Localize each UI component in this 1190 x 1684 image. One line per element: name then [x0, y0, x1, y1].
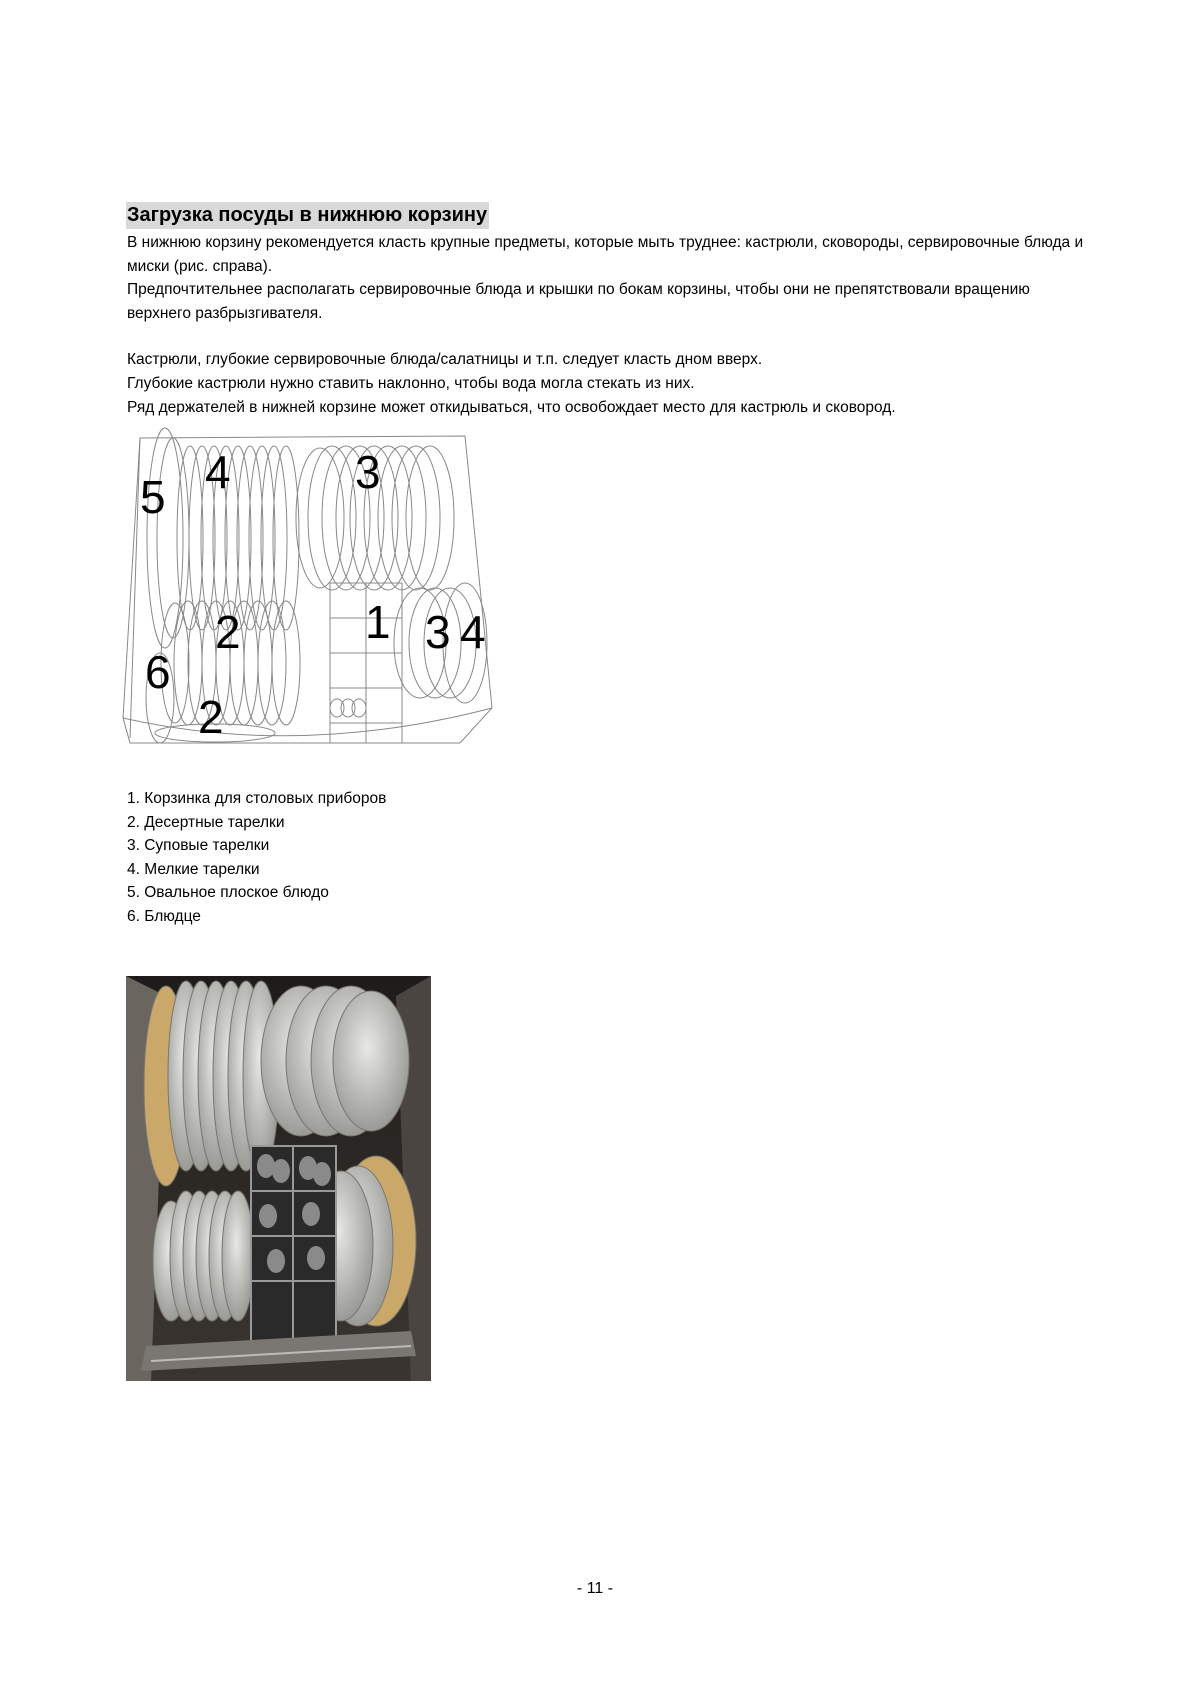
- legend-item: 5. Овальное плоское блюдо: [127, 884, 329, 901]
- diagram-label-5: 5: [140, 471, 166, 523]
- page-number: - 11 -: [576, 1580, 614, 1597]
- diagram-label-3: 3: [355, 446, 381, 498]
- diagram-label-2-bottom: 2: [198, 691, 224, 743]
- diagram-label-4-right: 4: [460, 606, 486, 658]
- legend-item: 1. Корзинка для столовых приборов: [127, 790, 387, 807]
- paragraph-large-items: В нижнюю корзину рекомендуется класть крупные предметы, которые мыть труднее: кастрюли, сковороды, сервировочные блюда и миски (рис. справа).: [127, 234, 1084, 275]
- paragraph-folding-holders: Ряд держателей в нижней корзине может откидываться, что освобождает место для кастрюль и сковород.: [127, 399, 896, 416]
- section-heading: Загрузка посуды в нижнюю корзину: [126, 202, 489, 229]
- diagram-label-3-right: 3: [425, 606, 451, 658]
- diagram-label-6: 6: [145, 646, 171, 698]
- diagram-label-1: 1: [365, 596, 391, 648]
- basket-diagram: [120, 418, 510, 763]
- paragraph-upside-down: Кастрюли, глубокие сервировочные блюда/салатницы и т.п. следует класть дном вверх.: [127, 351, 763, 368]
- diagram-label-2: 2: [215, 606, 241, 658]
- paragraph-tilted-pots: Глубокие кастрюли нужно ставить наклонно, чтобы вода могла стекать из них.: [127, 375, 695, 392]
- legend-item: 3. Суповые тарелки: [127, 837, 270, 854]
- paragraph-side-placement: Предпочтительнее располагать сервировочные блюда и крышки по бокам корзины, чтобы они не препятствовали вращению верхнего разбрызгивателя.: [127, 281, 1030, 322]
- legend-item: 4. Мелкие тарелки: [127, 860, 260, 878]
- basket-photo: [126, 976, 431, 1381]
- diagram-label-4: 4: [205, 446, 231, 498]
- legend-item: 6. Блюдце: [127, 907, 201, 925]
- legend-list: [127, 787, 386, 928]
- legend-item: 2. Десертные тарелки: [127, 813, 285, 831]
